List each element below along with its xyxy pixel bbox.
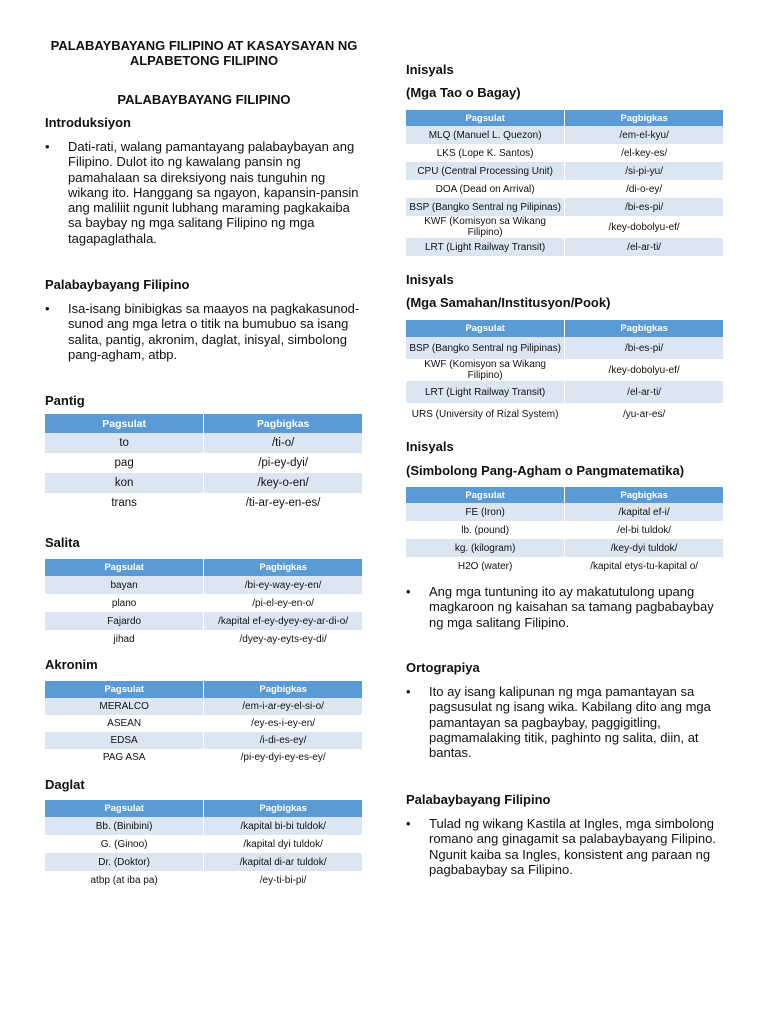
bullet-icon: •	[45, 139, 50, 154]
table-row	[406, 521, 724, 539]
column-header: Pagsulat	[45, 681, 204, 698]
intro-text: Dati-rati, walang pamantayang palabaybayan ang Filipino. Dulot ito ng kawalang pansin ng pamahalaan sa direksiyong nais tunguhin ng wikang ito. Hanggang sa ngayon, kapansin-pansin ang maliliit ngunit lubhang maraming pagkakaiba sa baybay ng mga salitang Filipino ng mga tagapaglathala.	[68, 139, 359, 246]
pf2-bullet	[406, 816, 724, 877]
table-row	[406, 337, 724, 359]
pagbigkas-cell: /key-o-en/	[204, 473, 363, 493]
inisyals2-subheading: (Mga Samahan/Institusyon/Pook)	[406, 295, 611, 310]
table-row	[45, 453, 363, 473]
pagsulat-cell: kon	[45, 473, 204, 493]
pagbigkas-cell: /kapital etys-tu-kapital o/	[565, 557, 724, 575]
pagbigkas-cell: /kapital dyi tuldok/	[204, 835, 363, 853]
pagsulat-cell: BSP (Bangko Sentral ng Pilipinas)	[406, 337, 565, 359]
table-row	[45, 433, 363, 453]
pf2-heading: Palabaybayang Filipino	[406, 792, 551, 807]
column-header: Pagsulat	[406, 320, 565, 337]
column-header: Pagsulat	[45, 414, 204, 433]
daglat-table	[45, 800, 363, 889]
pagbigkas-cell: /pi-el-ey-en-o/	[204, 594, 363, 612]
akronim-heading: Akronim	[45, 657, 98, 672]
inisyals3-heading: Inisyals	[406, 439, 454, 454]
pagbigkas-cell: /yu-ar-es/	[565, 403, 724, 425]
table-header-row	[45, 800, 363, 817]
table-header-row	[45, 559, 363, 576]
table-row	[45, 493, 363, 513]
table-row	[45, 612, 363, 630]
table-row	[406, 126, 724, 144]
pagsulat-cell: URS (University of Rizal System)	[406, 403, 565, 425]
inisyals-agham-table	[406, 487, 724, 575]
column-header: Pagbigkas	[204, 681, 363, 698]
table-header-row	[45, 681, 363, 698]
table-row	[45, 576, 363, 594]
column-header: Pagbigkas	[565, 320, 724, 337]
column-header: Pagbigkas	[565, 110, 724, 126]
pagsulat-cell: plano	[45, 594, 204, 612]
pagbigkas-cell: /key-dobolyu-ef/	[565, 359, 724, 381]
inisyals3-subheading: (Simbolong Pang-Agham o Pangmatematika)	[406, 463, 685, 478]
pagsulat-cell: MLQ (Manuel L. Quezon)	[406, 126, 565, 144]
pf-heading: Palabaybayang Filipino	[45, 277, 190, 292]
table-row	[45, 817, 363, 835]
table-row	[45, 630, 363, 648]
table-row	[45, 853, 363, 871]
pagsulat-cell: kg. (kilogram)	[406, 539, 565, 557]
column-header: Pagbigkas	[204, 559, 363, 576]
pagsulat-cell: ASEAN	[45, 715, 204, 732]
table-header-row	[406, 110, 724, 126]
pagsulat-cell: pag	[45, 453, 204, 473]
orto-bullet	[406, 684, 724, 760]
pagsulat-cell: Fajardo	[45, 612, 204, 630]
table-row	[406, 503, 724, 521]
inisyals2-heading: Inisyals	[406, 272, 454, 287]
orto-heading: Ortograpiya	[406, 660, 480, 675]
pagbigkas-cell: /bi-es-pi/	[565, 337, 724, 359]
pagbigkas-cell: /key-dyi tuldok/	[565, 539, 724, 557]
inisyals-samahan-table	[406, 320, 724, 425]
pagbigkas-cell: /key-dobolyu-ef/	[565, 216, 724, 238]
pagbigkas-cell: /si-pi-yu/	[565, 162, 724, 180]
pagsulat-cell: atbp (at iba pa)	[45, 871, 204, 889]
pagbigkas-cell: /ti-o/	[204, 433, 363, 453]
pagsulat-cell: EDSA	[45, 732, 204, 749]
pagsulat-cell: KWF (Komisyon sa Wikang Filipino)	[406, 359, 565, 381]
pagsulat-cell: to	[45, 433, 204, 453]
table-row	[406, 162, 724, 180]
pagbigkas-cell: /pi-ey-dyi-ey-es-ey/	[204, 749, 363, 766]
table-row	[45, 871, 363, 889]
pf-text: Isa-isang binibigkas sa maayos na pagkakasunod-sunod ang mga letra o titik na bumubuo sa isang salita, pantig, akronim, daglat, inisyal, simbolong pang-agham, atbp.	[68, 301, 360, 362]
pf2-text: Tulad ng wikang Kastila at Ingles, mga simbolong romano ang ginagamit sa palabaybayang Filipino. Ngunit kaiba sa Ingles, konsistent ang paraan ng pagbabaybay sa Filipino.	[429, 816, 716, 877]
pagsulat-cell: LRT (Light Railway Transit)	[406, 381, 565, 403]
table-header-row	[45, 414, 363, 433]
bullet-icon: •	[406, 684, 411, 699]
pagsulat-cell: CPU (Central Processing Unit)	[406, 162, 565, 180]
pagbigkas-cell: /el-ar-ti/	[565, 238, 724, 256]
column-header: Pagsulat	[406, 487, 565, 503]
pagsulat-cell: FE (Iron)	[406, 503, 565, 521]
table-row	[406, 539, 724, 557]
pf-bullet	[45, 301, 363, 362]
pantig-table	[45, 414, 363, 513]
pagsulat-cell: MERALCO	[45, 698, 204, 715]
inisyals1-heading: Inisyals	[406, 62, 454, 77]
intro-heading: Introduksiyon	[45, 115, 131, 130]
bullet-icon: •	[406, 584, 411, 599]
pagbigkas-cell: /kapital ef-i/	[565, 503, 724, 521]
orto-text: Ito ay isang kalipunan ng mga pamantayan sa pagsusulat ng isang wika. Kabilang dito ang mga pamantayan sa pagbaybay, paggigitling, pagmamalaking titik, paghinto ng salita, diin, at bantas.	[429, 684, 711, 761]
pagbigkas-cell: /el-bi tuldok/	[565, 521, 724, 539]
column-header: Pagsulat	[45, 800, 204, 817]
daglat-heading: Daglat	[45, 777, 85, 792]
column-header: Pagbigkas	[565, 487, 724, 503]
column-header: Pagsulat	[406, 110, 565, 126]
bullet-icon: •	[406, 816, 411, 831]
pagbigkas-cell: /bi-ey-way-ey-en/	[204, 576, 363, 594]
table-row	[406, 557, 724, 575]
table-header-row	[406, 320, 724, 337]
pagsulat-cell: BSP (Bangko Sentral ng Pilipinas)	[406, 198, 565, 216]
pagbigkas-cell: /el-key-es/	[565, 144, 724, 162]
pagsulat-cell: PAG ASA	[45, 749, 204, 766]
bullet-icon: •	[45, 301, 50, 316]
inisyals1-subheading: (Mga Tao o Bagay)	[406, 85, 521, 100]
table-row	[406, 144, 724, 162]
table-row	[406, 180, 724, 198]
table-row	[45, 732, 363, 749]
table-header-row	[406, 487, 724, 503]
pantig-heading: Pantig	[45, 393, 85, 408]
pagsulat-cell: KWF (Komisyon sa Wikang Filipino)	[406, 216, 565, 238]
pagbigkas-cell: /kapital bi-bi tuldok/	[204, 817, 363, 835]
intro-bullet	[45, 139, 363, 246]
pagsulat-cell: Bb. (Binibini)	[45, 817, 204, 835]
document-title: PALABAYBAYANG FILIPINO AT KASAYSAYAN NG ALPABETONG FILIPINO	[50, 38, 358, 68]
pagbigkas-cell: /i-di-es-ey/	[204, 732, 363, 749]
pagbigkas-cell: /em-el-kyu/	[565, 126, 724, 144]
pagbigkas-cell: /em-i-ar-ey-el-si-o/	[204, 698, 363, 715]
table-row	[406, 403, 724, 425]
pagbigkas-cell: /pi-ey-dyi/	[204, 453, 363, 473]
table-row	[45, 594, 363, 612]
column-header: Pagbigkas	[204, 800, 363, 817]
pagbigkas-cell: /dyey-ay-eyts-ey-di/	[204, 630, 363, 648]
table-row	[406, 238, 724, 256]
table-row	[45, 473, 363, 493]
column-header: Pagsulat	[45, 559, 204, 576]
pagbigkas-cell: /kapital di-ar tuldok/	[204, 853, 363, 871]
section-title: PALABAYBAYANG FILIPINO	[117, 92, 291, 107]
note-bullet	[406, 584, 724, 630]
pagbigkas-cell: /el-ar-ti/	[565, 381, 724, 403]
pagbigkas-cell: /bi-es-pi/	[565, 198, 724, 216]
pagsulat-cell: jihad	[45, 630, 204, 648]
pagsulat-cell: LKS (Lope K. Santos)	[406, 144, 565, 162]
note-text: Ang mga tuntuning ito ay makatutulong upang magkaroon ng kaisahan sa tamang pagbabaybay ng mga salitang Filipino.	[429, 584, 714, 630]
pagbigkas-cell: /ey-es-i-ey-en/	[204, 715, 363, 732]
table-row	[406, 198, 724, 216]
inisyals-tao-table	[406, 110, 724, 256]
pagsulat-cell: Dr. (Doktor)	[45, 853, 204, 871]
pagbigkas-cell: /kapital ef-ey-dyey-ey-ar-di-o/	[204, 612, 363, 630]
table-row	[406, 381, 724, 403]
table-row	[406, 359, 724, 381]
pagbigkas-cell: /di-o-ey/	[565, 180, 724, 198]
pagsulat-cell: G. (Ginoo)	[45, 835, 204, 853]
pagsulat-cell: LRT (Light Railway Transit)	[406, 238, 565, 256]
column-header: Pagbigkas	[204, 414, 363, 433]
table-row	[45, 698, 363, 715]
salita-table	[45, 559, 363, 648]
table-row	[45, 715, 363, 732]
table-row	[45, 835, 363, 853]
pagsulat-cell: trans	[45, 493, 204, 513]
pagbigkas-cell: /ey-ti-bi-pi/	[204, 871, 363, 889]
akronim-table	[45, 681, 363, 766]
salita-heading: Salita	[45, 535, 80, 550]
table-row	[406, 216, 724, 238]
pagsulat-cell: H2O (water)	[406, 557, 565, 575]
pagsulat-cell: bayan	[45, 576, 204, 594]
pagbigkas-cell: /ti-ar-ey-en-es/	[204, 493, 363, 513]
table-row	[45, 749, 363, 766]
pagsulat-cell: lb. (pound)	[406, 521, 565, 539]
pagsulat-cell: DOA (Dead on Arrival)	[406, 180, 565, 198]
